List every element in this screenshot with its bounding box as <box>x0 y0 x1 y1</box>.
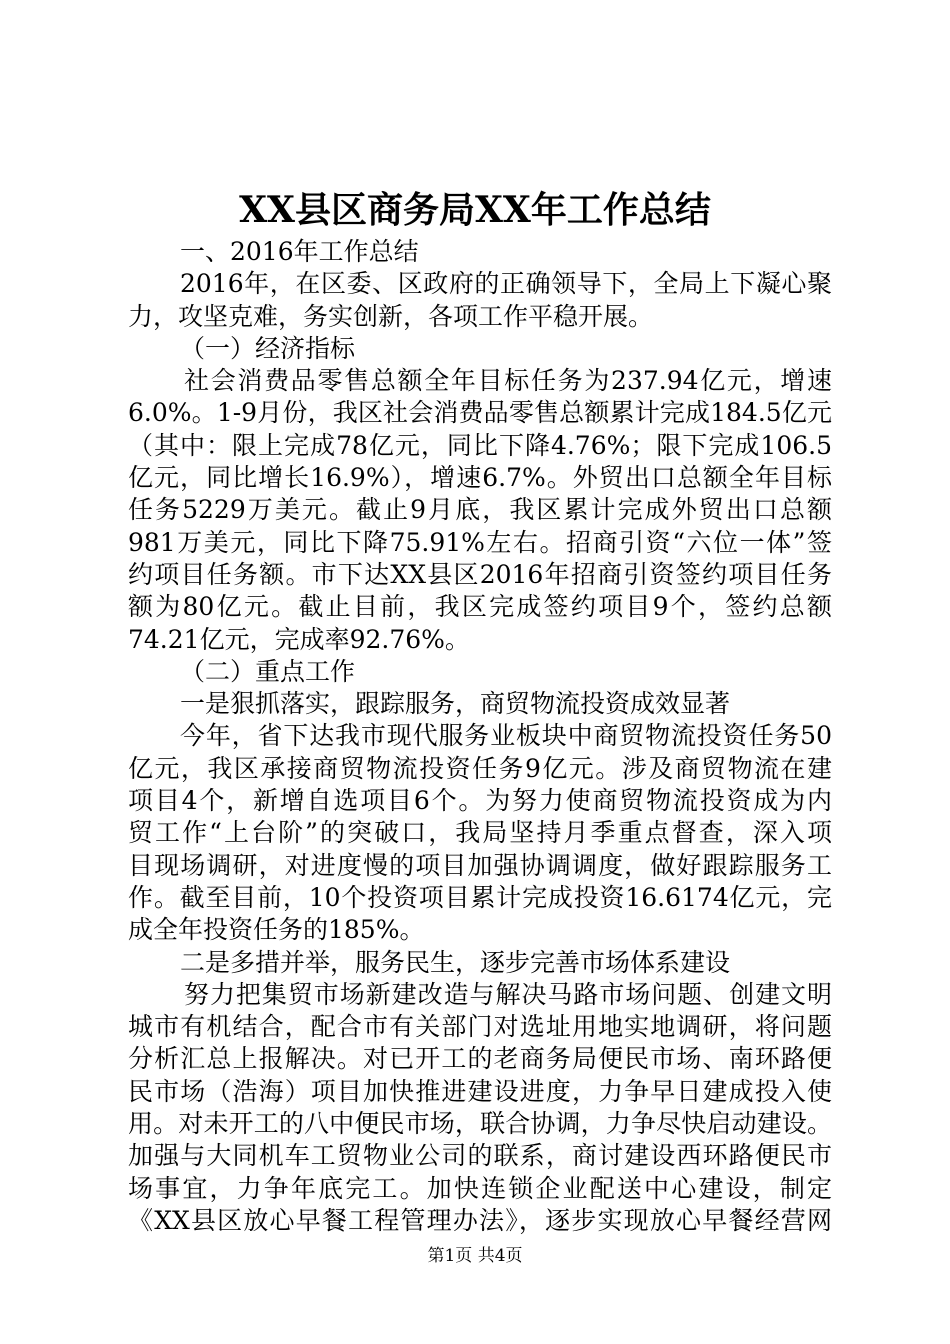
text-line: （一）经济指标 <box>180 333 356 363</box>
document-body <box>128 236 832 1237</box>
text-line: 《XX县区放心早餐工程管理办法》，逐步实现放心早餐经营网 <box>128 1205 832 1235</box>
text-line: 目现场调研，对进度慢的项目加强协调调度，做好跟踪服务工 <box>128 850 832 880</box>
text-line: 加强与大同机车工贸物业公司的联系，商讨建设西环路便民市 <box>128 1141 832 1171</box>
text-line: 分析汇总上报解决。对已开工的老商务局便民市场、南环路便 <box>128 1044 832 1074</box>
text-line: 亿元，同比增长16.9%），增速6.7%。外贸出口总额全年目标 <box>128 463 832 493</box>
text-line: 场事宜，力争年底完工。加快连锁企业配送中心建设，制定 <box>128 1173 832 1203</box>
text-line: 用。对未开工的八中便民市场，联合协调，力争尽快启动建设。 <box>128 1109 832 1139</box>
text-line: 民市场（浩海）项目加快推进建设进度，力争早日建成投入使 <box>128 1076 832 1106</box>
page-footer: 第1页 共4页 <box>427 1246 523 1266</box>
text-line: 6.0%。1-9月份，我区社会消费品零售总额累计完成184.5亿元 <box>128 398 832 428</box>
text-line: 社会消费品零售总额全年目标任务为237.94亿元，增速 <box>184 366 832 396</box>
text-line: 努力把集贸市场新建改造与解决马路市场问题、创建文明 <box>184 979 832 1009</box>
document-title: XX县区商务局XX年工作总结 <box>239 189 711 231</box>
text-line: 一、2016年工作总结 <box>180 237 419 266</box>
text-line: 作。截至目前，10个投资项目累计完成投资16.6174亿元，完 <box>128 882 832 912</box>
text-line: （二）重点工作 <box>180 656 356 686</box>
text-line: 城市有机结合，配合市有关部门对选址用地实地调研，将问题 <box>128 1012 832 1042</box>
text-line: 任务5229万美元。截止9月底，我区累计完成外贸出口总额 <box>128 495 832 525</box>
text-line: 力，攻坚克难，务实创新，各项工作平稳开展。 <box>128 301 654 331</box>
text-line: 约项目任务额。市下达XX县区2016年招商引资签约项目任务 <box>128 559 832 589</box>
text-line: 贸工作“上台阶”的突破口，我局坚持月季重点督查，深入项 <box>128 818 832 848</box>
text-line: 亿元，我区承接商贸物流投资任务9亿元。涉及商贸物流在建 <box>128 753 832 783</box>
text-line: 额为80亿元。截止目前，我区完成签约项目9个，签约总额 <box>128 592 832 622</box>
text-line: 一是狠抓落实，跟踪服务，商贸物流投资成效显著 <box>180 689 731 719</box>
text-line: （其中：限上完成78亿元，同比下降4.76%；限下完成106.5 <box>128 430 832 460</box>
text-line: 2016年，在区委、区政府的正确领导下，全局上下凝心聚 <box>180 269 832 299</box>
text-line: 项目4个，新增自选项目6个。为努力使商贸物流投资成为内 <box>128 786 832 816</box>
text-line: 74.21亿元，完成率92.76%。 <box>128 624 470 654</box>
text-line: 成全年投资任务的185%。 <box>128 915 425 945</box>
text-line: 二是多措并举，服务民生，逐步完善市场体系建设 <box>180 947 731 977</box>
text-line: 981万美元，同比下降75.91%左右。招商引资“六位一体”签 <box>128 527 832 557</box>
text-line: 今年，省下达我市现代服务业板块中商贸物流投资任务50 <box>180 721 832 751</box>
